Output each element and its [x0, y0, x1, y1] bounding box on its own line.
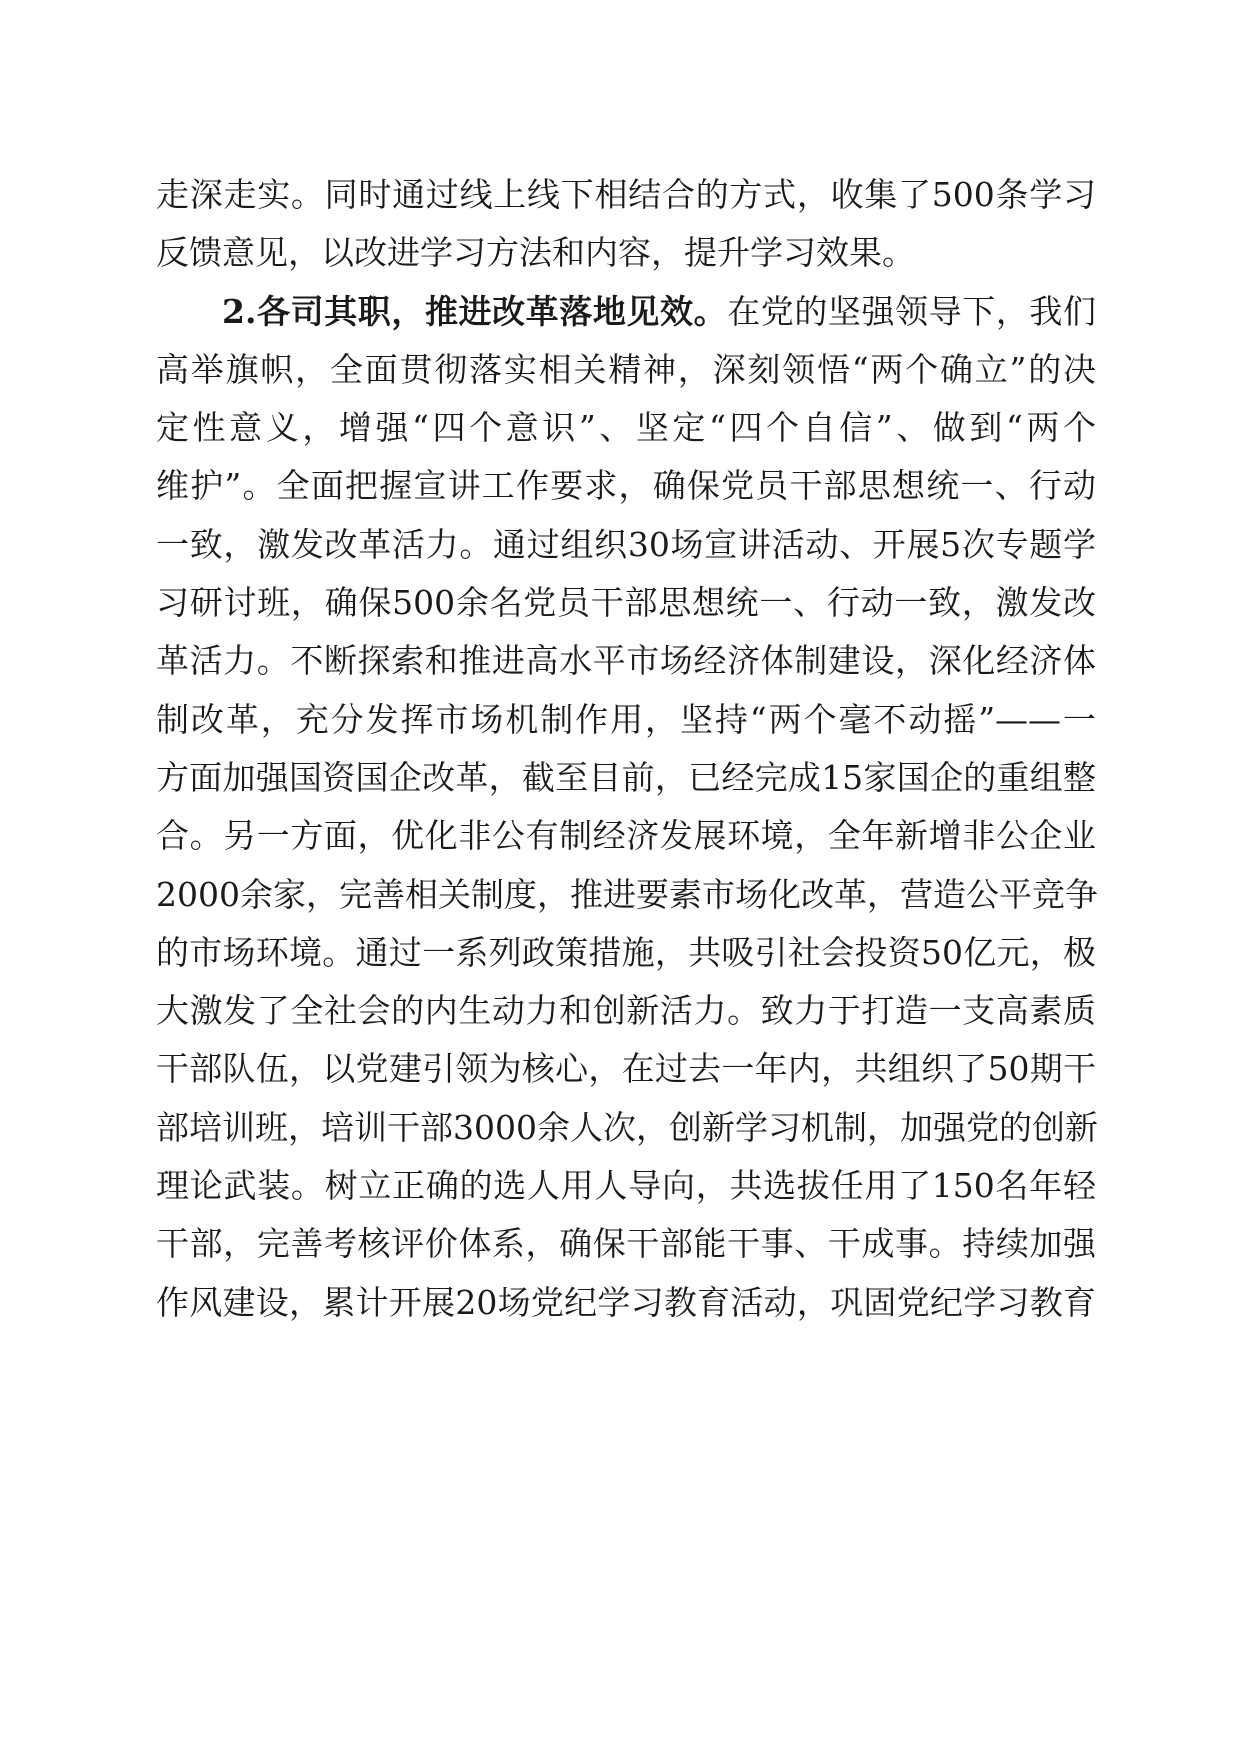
text-line: 走深走实。同时通过线上线下相结合的方式，收集了500条学习 [156, 175, 1096, 214]
text-line: 方面加强国资国企改革，截至目前，已经完成15家国企的重组整 [156, 757, 1096, 797]
text-line: 高举旗帜，全面贯彻落实相关精神，深刻领悟“两个确立”的决 [156, 349, 1096, 389]
text-line: 2000余家，完善相关制度，推进要素市场化改革，营造公平竞争 [156, 874, 1098, 914]
text-line: 干部，完善考核评价体系，确保干部能干事、干成事。持续加强 [156, 1224, 1096, 1264]
text-line: 理论武装。树立正确的选人用人导向，共选拔任用了150名年轻 [156, 1166, 1096, 1206]
text-line: 作风建设，累计开展20场党纪学习教育活动，巩固党纪学习教育 [156, 1282, 1096, 1322]
heading-trailing-text: 在党的坚强领导下，我们 [727, 291, 1097, 331]
paragraph-continued [156, 166, 1096, 283]
paragraph-reform [156, 283, 1096, 1332]
text-line: 习研讨班，确保500余名党员干部思想统一、行动一致，激发改 [156, 583, 1096, 623]
text-line: 革活力。不断探索和推进高水平市场经济体制建设，深化经济体 [156, 641, 1096, 681]
text-line: 反馈意见，以改进学习方法和内容，提升学习效果。 [156, 233, 915, 273]
text-line: 定性意义，增强“四个意识”、坚定“四个自信”、做到“两个 [156, 408, 1096, 448]
section-heading: 2.各司其职，推进改革落地见效。 [222, 291, 728, 331]
document-body [156, 166, 1096, 1332]
text-line: 大激发了全社会的内生动力和创新活力。致力于打造一支高素质 [156, 991, 1096, 1031]
text-line: 合。另一方面，优化非公有制经济发展环境，全年新增非公企业 [156, 816, 1096, 856]
text-line: 一致，激发改革活力。通过组织30场宣讲活动、开展5次专题学 [156, 524, 1096, 564]
text-line: 制改革，充分发挥市场机制作用，坚持“两个毫不动摇”——一 [156, 699, 1096, 739]
text-line [156, 283, 1096, 341]
text-line: 的市场环境。通过一系列政策措施，共吸引社会投资50亿元，极 [156, 932, 1096, 972]
text-line: 干部队伍，以党建引领为核心，在过去一年内，共组织了50期干 [156, 1049, 1096, 1089]
text-line: 维护”。全面把握宣讲工作要求，确保党员干部思想统一、行动 [156, 466, 1096, 506]
text-line: 部培训班，培训干部3000余人次，创新学习机制，加强党的创新 [156, 1107, 1098, 1147]
